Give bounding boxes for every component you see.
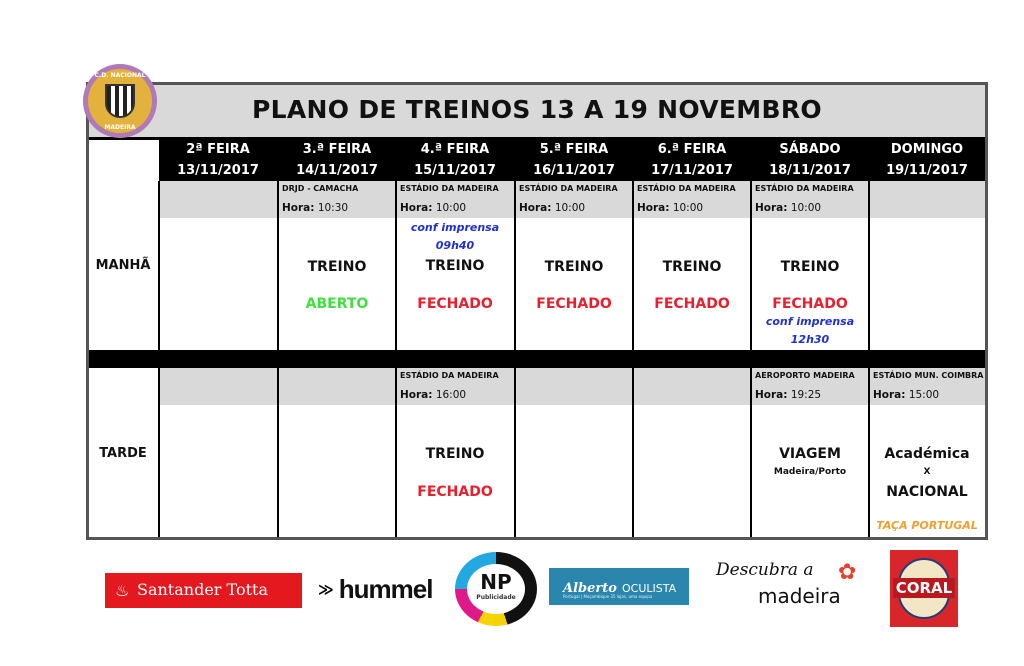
day-name: 6.ª FEIRA bbox=[657, 142, 727, 157]
time bbox=[873, 389, 939, 401]
time bbox=[519, 202, 585, 214]
sponsor-name: Alberto bbox=[563, 581, 617, 596]
day-name: 2ª FEIRA bbox=[186, 142, 250, 157]
cell-manha-thu bbox=[515, 181, 633, 350]
activity: TREINO bbox=[425, 446, 485, 462]
cell-manha-tue bbox=[278, 181, 396, 350]
sponsor-madeira bbox=[714, 560, 874, 612]
time-label: Hora: bbox=[873, 389, 906, 401]
time-value: 10:00 bbox=[435, 202, 467, 214]
status-closed: FECHADO bbox=[536, 296, 612, 312]
time-label: Hora: bbox=[400, 389, 433, 401]
day-date: 16/11/2017 bbox=[533, 163, 615, 178]
competition: TAÇA PORTUGAL bbox=[876, 519, 978, 532]
sponsor-name2: OCULISTA bbox=[622, 582, 677, 595]
route: Madeira/Porto bbox=[773, 467, 847, 477]
sponsor-name: CORAL bbox=[893, 578, 955, 598]
activity: TREINO bbox=[662, 259, 722, 275]
press-note: conf imprensa bbox=[410, 221, 500, 234]
sponsor-coral bbox=[890, 550, 958, 627]
cell-tarde-sun bbox=[869, 368, 985, 537]
location: ESTÁDIO DA MADEIRA bbox=[519, 184, 618, 193]
day-date: 18/11/2017 bbox=[769, 163, 851, 178]
row-label-tarde: TARDE bbox=[99, 446, 147, 461]
activity: TREINO bbox=[544, 259, 604, 275]
status-open: ABERTO bbox=[305, 296, 369, 312]
grid-line bbox=[750, 181, 752, 537]
day-date: 17/11/2017 bbox=[651, 163, 733, 178]
sponsor-sub: Portugal | Moçambique 35 lojas, uma equipa bbox=[563, 594, 653, 599]
day-date: 13/11/2017 bbox=[177, 163, 259, 178]
time-value: 19:25 bbox=[790, 389, 822, 401]
location: ESTÁDIO MUN. COIMBRA bbox=[873, 371, 984, 380]
cell-manha-sat bbox=[751, 181, 869, 350]
sponsor-alberto-oculista bbox=[549, 568, 689, 605]
status-closed: FECHADO bbox=[417, 296, 493, 312]
day-name: SÁBADO bbox=[779, 142, 841, 157]
time-value: 10:00 bbox=[554, 202, 586, 214]
sponsor-name2: madeira bbox=[758, 584, 841, 608]
sponsor-santander bbox=[105, 573, 302, 608]
time-label: Hora: bbox=[755, 202, 788, 214]
grid-line bbox=[632, 181, 634, 537]
sponsor-name: hummel bbox=[338, 574, 433, 604]
time-label: Hora: bbox=[282, 202, 315, 214]
press-time: 12h30 bbox=[790, 333, 830, 346]
cell-manha-wed bbox=[396, 181, 514, 350]
sponsor-hummel bbox=[318, 574, 432, 604]
grid-line bbox=[277, 181, 279, 537]
page-title: PLANO DE TREINOS 13 A 19 NOVEMBRO bbox=[252, 95, 822, 124]
grid-line bbox=[868, 181, 870, 537]
time-value: 15:00 bbox=[908, 389, 940, 401]
grid-line bbox=[395, 181, 397, 537]
shield-icon bbox=[105, 84, 135, 118]
day-header-sat bbox=[751, 139, 869, 181]
activity: TREINO bbox=[780, 259, 840, 275]
time bbox=[755, 202, 821, 214]
sponsor-sub: Publicidade bbox=[476, 594, 516, 601]
grid-line bbox=[514, 181, 516, 537]
day-header-sun bbox=[869, 139, 985, 181]
status-closed: FECHADO bbox=[772, 296, 848, 312]
location: ESTÁDIO DA MADEIRA bbox=[400, 184, 499, 193]
day-header-mon bbox=[159, 139, 277, 181]
border-left bbox=[86, 137, 89, 540]
chevron-icon: ≫ bbox=[318, 580, 334, 599]
logo-bottom-text: MADEIRA bbox=[104, 124, 136, 131]
time-value: 16:00 bbox=[435, 389, 467, 401]
flame-icon: ♨ bbox=[115, 581, 130, 600]
status-closed: FECHADO bbox=[654, 296, 730, 312]
press-time: 09h40 bbox=[435, 239, 475, 252]
status-closed: FECHADO bbox=[417, 484, 493, 500]
row-label-manha: MANHÃ bbox=[95, 258, 151, 273]
cell-tarde-wed bbox=[396, 368, 514, 537]
training-schedule-table bbox=[86, 82, 988, 540]
grid-line bbox=[158, 181, 160, 537]
border-right bbox=[985, 82, 988, 540]
day-header-tue bbox=[278, 139, 396, 181]
time-value: 10:00 bbox=[672, 202, 704, 214]
time-value: 10:00 bbox=[790, 202, 822, 214]
sponsor-np bbox=[455, 552, 537, 626]
time-value: 10:30 bbox=[317, 202, 349, 214]
sponsor-name: Descubra a bbox=[716, 560, 814, 580]
row-separator bbox=[86, 350, 988, 368]
day-name: DOMINGO bbox=[890, 142, 964, 157]
day-name: 4.ª FEIRA bbox=[420, 142, 490, 157]
activity: TREINO bbox=[307, 259, 367, 275]
team-home: Académica bbox=[884, 446, 970, 462]
logo-top-text: C.D. NACIONAL bbox=[94, 72, 146, 79]
day-name: 3.ª FEIRA bbox=[302, 142, 372, 157]
time-label: Hora: bbox=[519, 202, 552, 214]
title-bar bbox=[86, 82, 988, 137]
time-label: Hora: bbox=[400, 202, 433, 214]
activity: TREINO bbox=[425, 258, 485, 274]
location: ESTÁDIO DA MADEIRA bbox=[755, 184, 854, 193]
versus: X bbox=[923, 467, 931, 477]
cell-tarde-sat bbox=[751, 368, 869, 537]
time-label: Hora: bbox=[755, 389, 788, 401]
location: ESTÁDIO DA MADEIRA bbox=[637, 184, 736, 193]
day-date: 14/11/2017 bbox=[296, 163, 378, 178]
time bbox=[637, 202, 703, 214]
time bbox=[755, 389, 821, 401]
time-label: Hora: bbox=[637, 202, 670, 214]
club-logo bbox=[83, 64, 157, 138]
border-bottom bbox=[86, 537, 988, 540]
sponsor-name: NP bbox=[480, 570, 512, 594]
day-header-fri bbox=[633, 139, 751, 181]
activity: VIAGEM bbox=[779, 446, 841, 462]
flower-icon: ✿ bbox=[838, 560, 857, 585]
press-note: conf imprensa bbox=[765, 315, 855, 328]
location: AEROPORTO MADEIRA bbox=[755, 371, 855, 380]
day-date: 19/11/2017 bbox=[886, 163, 968, 178]
location: DRJD - CAMACHA bbox=[282, 184, 359, 193]
day-header-wed bbox=[396, 139, 514, 181]
day-header-thu bbox=[515, 139, 633, 181]
time bbox=[400, 389, 466, 401]
sponsor-name: Santander Totta bbox=[137, 580, 268, 599]
day-date: 15/11/2017 bbox=[414, 163, 496, 178]
cell-manha-fri bbox=[633, 181, 751, 350]
time bbox=[282, 202, 348, 214]
day-name: 5.ª FEIRA bbox=[539, 142, 609, 157]
header-corner-blank bbox=[89, 140, 159, 181]
location: ESTÁDIO DA MADEIRA bbox=[400, 371, 499, 380]
time bbox=[400, 202, 466, 214]
team-away: NACIONAL bbox=[886, 484, 968, 500]
